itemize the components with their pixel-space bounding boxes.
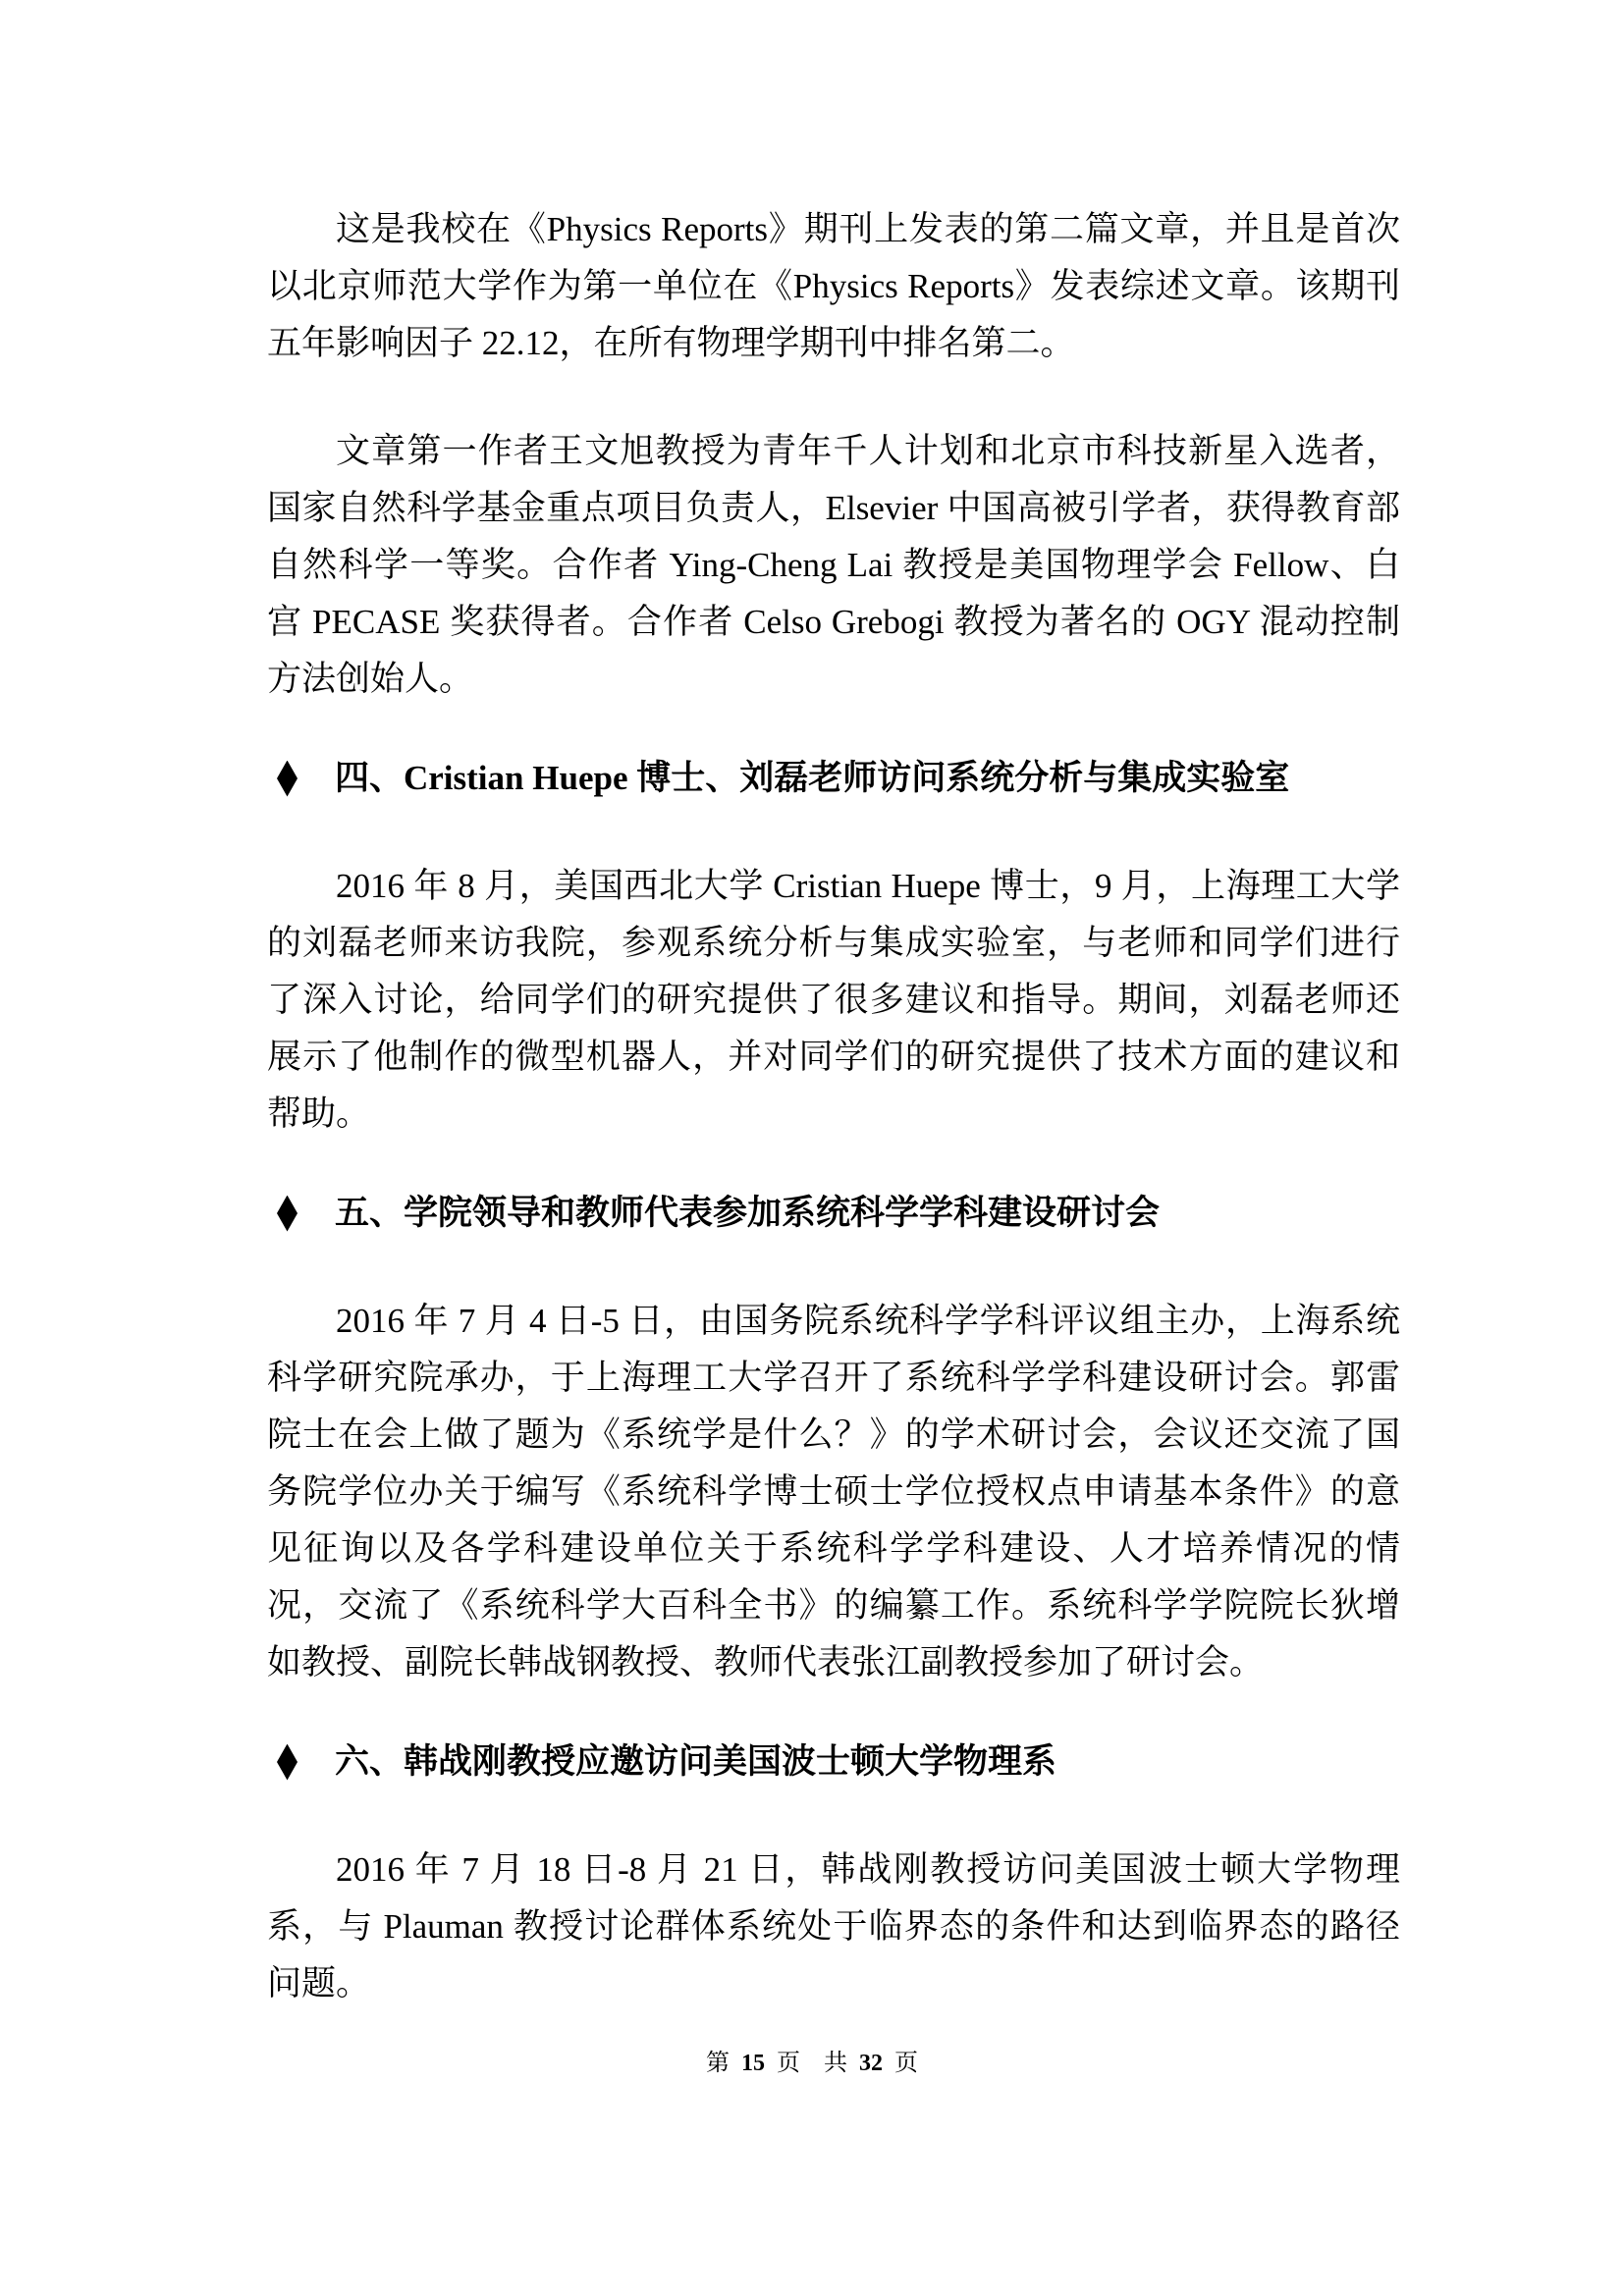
footer-total-unit: 页 xyxy=(894,2051,918,2076)
total-page-count: 32 xyxy=(859,2051,883,2076)
heading-section-6-text: 六、韩战刚教授应邀访问美国波士顿大学物理系 xyxy=(335,1742,1057,1781)
diamond-bullet-icon xyxy=(277,1744,298,1781)
heading-section-5 xyxy=(267,1185,1400,1242)
paragraph-huepe-visit: 2016 年 8 月，美国西北大学 Cristian Huepe 博士，9 月，上海理工大学的刘磊老师来访我院，参观系统分析与集成实验室，与老师和同学们进行了深入讨论，给同学们的研究提供了很多建议和指导。期间，刘磊老师还展示了他制作的微型机器人，并对同学们的研究提供了技术方面的建议和帮助。 xyxy=(267,867,1400,1133)
heading-section-6 xyxy=(267,1734,1400,1790)
heading-section-4-text: 四、Cristian Huepe 博士、刘磊老师访问系统分析与集成实验室 xyxy=(335,759,1290,797)
paragraph-physics-reports: 这是我校在《Physics Reports》期刊上发表的第二篇文章，并且是首次以北京师范大学作为第一单位在《Physics Reports》发表综述文章。该期刊五年影响因子 22.12，在所有物理学期刊中排名第二。 xyxy=(267,210,1400,362)
diamond-bullet-icon xyxy=(277,761,298,797)
paragraph-first-author: 文章第一作者王文旭教授为青年千人计划和北京市科技新星入选者，国家自然科学基金重点项目负责人，Elsevier 中国高被引学者，获得教育部自然科学一等奖。合作者 Ying-Cheng Lai 教授是美国物理学会 Fellow、白宫 PECASE 奖获得者。合作者 Celso Grebogi 教授为著名的 OGY 混动控制方法创始人。 xyxy=(267,432,1400,698)
diamond-bullet-icon xyxy=(277,1196,298,1232)
paragraph-discipline-seminar: 2016 年 7 月 4 日-5 日，由国务院系统科学学科评议组主办，上海系统科学研究院承办，于上海理工大学召开了系统科学学科建设研讨会。郭雷院士在会上做了题为《系统学是什么？》的学术研讨会，会议还交流了国务院学位办关于编写《系统科学博士硕士学位授权点申请基本条件》的意见征询以及各学科建设单位关于系统科学学科建设、人才培养情况的情况，交流了《系统科学大百科全书》的编纂工作。系统科学学院院长狄增如教授、副院长韩战钢教授、教师代表张江副教授参加了研讨会。 xyxy=(267,1302,1400,1682)
heading-section-4 xyxy=(267,750,1400,807)
heading-section-5-text: 五、学院领导和教师代表参加系统科学学科建设研讨会 xyxy=(335,1194,1161,1232)
footer-total-label: 共 xyxy=(824,2051,847,2076)
paragraph-boston-visit: 2016 年 7 月 18 日-8 月 21 日，韩战刚教授访问美国波士顿大学物理系，与 Plauman 教授讨论群体系统处于临界态的条件和达到临界态的路径问题。 xyxy=(267,1850,1400,2002)
footer-page-prefix: 第 xyxy=(706,2051,730,2076)
page-footer xyxy=(0,2048,1624,2079)
footer-page-unit: 页 xyxy=(777,2051,800,2076)
current-page-number: 15 xyxy=(741,2051,765,2076)
